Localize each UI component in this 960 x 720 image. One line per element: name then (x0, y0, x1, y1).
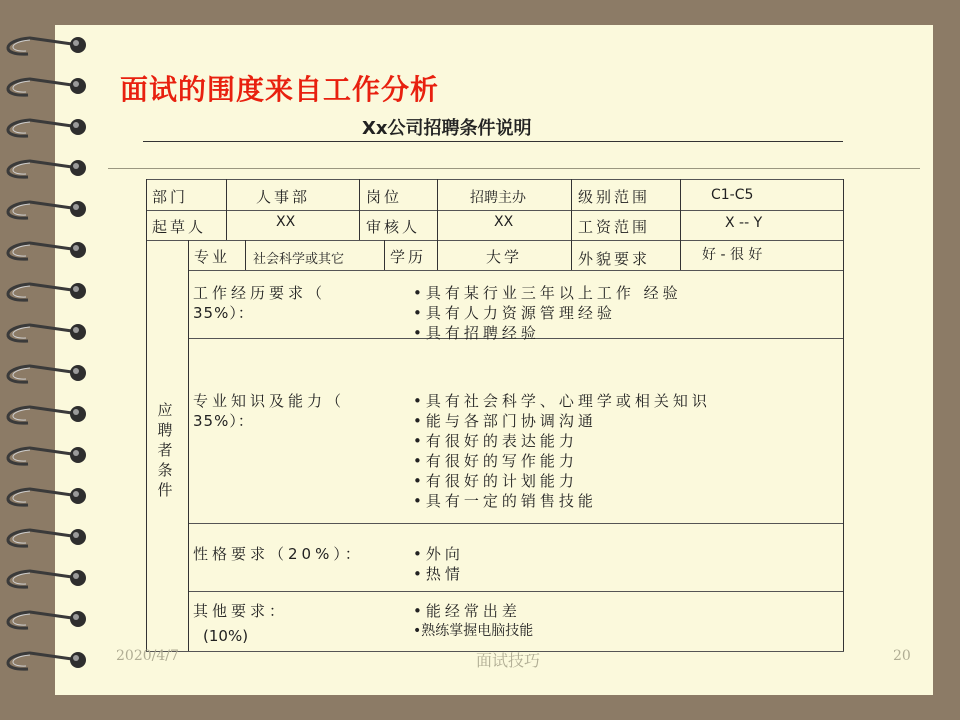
table-col-divider (437, 179, 438, 240)
binding-hole-shine (73, 409, 79, 415)
header-divider (108, 168, 920, 169)
list-item: •能经常出差 (413, 602, 521, 620)
page-title: 面试的围度来自工作分析 (120, 73, 440, 106)
table-col-divider (680, 179, 681, 270)
spiral-ring-icon (8, 612, 72, 628)
major-label: 专业 (194, 248, 231, 266)
list-item: •具有社会科学、心理学或相关知识 (413, 392, 711, 410)
section-label-line: 35%）： (193, 412, 254, 430)
looks-value: 好 - 很 好 (702, 247, 763, 263)
level-label: 级别范围 (578, 188, 651, 206)
binding-hole-shine (73, 368, 79, 374)
binding-hole-shine (73, 450, 79, 456)
footer-date: 2020/4/7 (116, 648, 179, 664)
section-label-line: 性格要求（20%）： (193, 545, 364, 563)
spiral-ring-icon (8, 571, 72, 587)
post-label: 岗位 (366, 188, 403, 206)
dept-label: 部门 (152, 188, 189, 206)
spiral-ring-icon (8, 366, 72, 382)
salary-value: X -- Y (725, 215, 763, 231)
looks-label: 外貌要求 (578, 250, 651, 268)
section-knowledge-label (193, 391, 345, 431)
salary-label: 工资范围 (578, 218, 651, 236)
section-knowledge-items (413, 391, 711, 511)
table-col-divider (571, 179, 572, 240)
table-col-divider (571, 240, 572, 270)
binding-hole-shine (73, 81, 79, 87)
list-item: •有很好的写作能力 (413, 452, 578, 470)
binding-hole-shine (73, 163, 79, 169)
spiral-ring-icon (8, 530, 72, 546)
level-value: C1-C5 (711, 187, 754, 203)
list-item: •熟练掌握电脑技能 (413, 623, 534, 639)
table-col-divider (437, 240, 438, 270)
spiral-ring-icon (8, 325, 72, 341)
binding-hole-shine (73, 532, 79, 538)
section-label-line: (10%) (203, 627, 249, 645)
section-experience-label (193, 283, 326, 323)
spiral-ring-icon (8, 489, 72, 505)
list-item: •有很好的表达能力 (413, 432, 578, 450)
binding-hole-shine (73, 204, 79, 210)
section-label-line: 工作经历要求（ (193, 284, 327, 302)
section-label-line: 专业知识及能力（ (193, 392, 346, 410)
binding-hole-shine (73, 40, 79, 46)
list-item: •有很好的计划能力 (413, 472, 578, 490)
spiral-ring-icon (8, 653, 72, 669)
list-item: •具有一定的销售技能 (413, 492, 597, 510)
table-border-left (146, 179, 147, 651)
list-item: •具有某行业三年以上工作 经验 (413, 284, 682, 302)
binding-hole-shine (73, 573, 79, 579)
binding-hole-shine (73, 655, 79, 661)
table-col-divider (384, 240, 385, 270)
table-row-divider (146, 210, 844, 211)
section-other-label (193, 601, 288, 646)
spiral-ring-icon (8, 284, 72, 300)
applicant-conditions-label: 应聘者条件 (157, 401, 173, 499)
table-col-divider (359, 179, 360, 240)
footer-title: 面试技巧 (476, 651, 541, 670)
table-caption: Xx公司招聘条件说明 (362, 118, 532, 139)
table-row-divider (188, 523, 844, 524)
binding-hole-shine (73, 327, 79, 333)
spiral-ring-icon (8, 243, 72, 259)
spiral-ring-icon (8, 448, 72, 464)
table-row-divider (188, 270, 844, 271)
reviewer-value: XX (494, 214, 514, 230)
table-side-divider (188, 240, 189, 651)
spiral-ring-icon (8, 161, 72, 177)
major-value: 社会科学或其它 (253, 252, 345, 267)
table-border-right (843, 179, 844, 651)
binding-hole-shine (73, 491, 79, 497)
footer-page-number: 20 (893, 648, 911, 664)
binding-hole-shine (73, 122, 79, 128)
spiral-ring-icon (8, 120, 72, 136)
drafter-label: 起草人 (152, 218, 207, 236)
section-experience-items (413, 283, 682, 343)
spiral-ring-icon (8, 407, 72, 423)
list-item: •热情 (413, 565, 464, 583)
reviewer-label: 审核人 (366, 218, 421, 236)
table-row-divider (146, 240, 844, 241)
edu-label: 学历 (390, 248, 427, 266)
spiral-ring-icon (8, 79, 72, 95)
list-item: •外向 (413, 545, 464, 563)
list-item: •具有招聘经验 (413, 324, 540, 342)
drafter-value: XX (276, 214, 296, 230)
list-item: •能与各部门协调沟通 (413, 412, 597, 430)
spiral-ring-icon (8, 202, 72, 218)
binding-hole-shine (73, 614, 79, 620)
section-other-items (413, 601, 533, 641)
subtitle-underline (143, 141, 843, 142)
binding-hole-shine (73, 286, 79, 292)
post-value: 招聘主办 (470, 190, 526, 206)
binding-hole-shine (73, 245, 79, 251)
spiral-binding-icon (0, 30, 95, 690)
spiral-ring-icon (8, 38, 72, 54)
table-col-divider (245, 240, 246, 270)
table-border-top (146, 179, 844, 180)
section-label-line: 35%）： (193, 304, 254, 322)
section-personality-items (413, 544, 464, 584)
dept-value: 人事部 (256, 188, 311, 206)
table-row-divider (188, 591, 844, 592)
section-personality-label (193, 544, 364, 564)
section-label-line: 其他要求： (193, 602, 289, 620)
list-item: •具有人力资源管理经验 (413, 304, 616, 322)
edu-value: 大学 (486, 248, 523, 266)
table-col-divider (226, 179, 227, 240)
